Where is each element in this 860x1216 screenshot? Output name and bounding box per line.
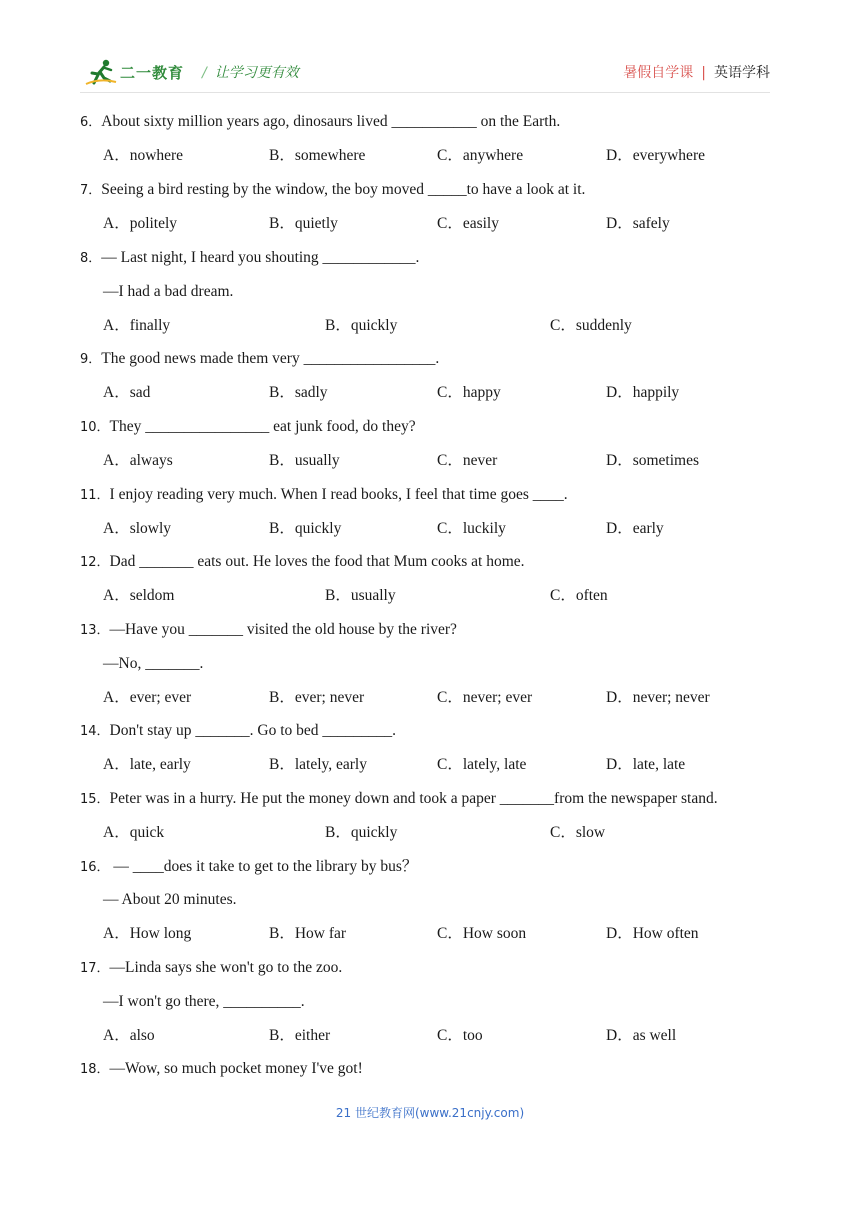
option[interactable]: B．sadly [269,384,328,401]
option[interactable]: D．never; never [606,689,710,706]
question-9: 9．The good news made them very _________________. [80,350,440,367]
option[interactable]: A．always [103,452,173,469]
option[interactable]: C．anywhere [437,147,524,164]
option[interactable]: D．as well [606,1027,677,1044]
question-13: 13．—Have you _______ visited the old house by the river? [80,621,457,638]
option[interactable]: D．happily [606,384,680,401]
option[interactable]: A．ever; ever [103,689,192,706]
option[interactable]: B．usually [325,587,396,604]
subject-label: 英语学科 [714,65,770,81]
question-14: 14．Don't stay up _______. Go to bed _________. [80,722,397,739]
option[interactable]: D．everywhere [606,147,705,164]
header-course-info: 暑假自学课 | 英语学科 [623,65,770,81]
option[interactable]: C．never [437,452,498,469]
question-16-reply: — About 20 minutes. [103,891,237,908]
page-footer: 21 世纪教育网(www.21cnjy.com) [335,1106,525,1120]
option[interactable]: B．somewhere [269,147,366,164]
option[interactable]: B．quickly [325,824,398,841]
option[interactable]: A．How long [103,925,192,942]
option[interactable]: B．either [269,1027,331,1044]
option[interactable]: D．sometimes [606,452,699,469]
question-11: 11．I enjoy reading very much. When I read books, I feel that time goes ____. [80,486,568,503]
option[interactable]: A．also [103,1027,155,1044]
logo [80,56,190,88]
option[interactable]: C．never; ever [437,689,533,706]
option[interactable]: A．late, early [103,756,191,773]
option[interactable]: D．safely [606,215,670,232]
option[interactable]: A．politely [103,215,178,232]
question-16: 16． — ____does it take to get to the library by bus？ [80,858,418,875]
option[interactable]: B．lately, early [269,756,367,773]
option[interactable]: C．suddenly [550,317,632,334]
question-15: 15．Peter was in a hurry. He put the money down and took a paper _______from the newspaper stand. [80,790,718,807]
question-13-reply: —No, _______. [103,655,204,672]
question-8: 8．— Last night, I heard you shouting ____________. [80,249,420,266]
question-6: 6．About sixty million years ago, dinosaurs lived ___________ on the Earth. [80,113,561,130]
option[interactable]: C．often [550,587,608,604]
question-18: 18．—Wow, so much pocket money I've got! [80,1060,363,1077]
option[interactable]: A．nowhere [103,147,184,164]
question-17-reply: —I won't go there, __________. [103,993,305,1010]
option[interactable]: B．quickly [325,317,398,334]
option[interactable]: C．slow [550,824,606,841]
option[interactable]: C．luckily [437,520,506,537]
runner-logo-icon [84,58,118,86]
page-header [80,52,770,92]
option[interactable]: C．too [437,1027,483,1044]
question-7: 7．Seeing a bird resting by the window, the boy moved _____to have a look at it. [80,181,586,198]
question-10: 10．They ________________ eat junk food, do they? [80,418,416,435]
option[interactable]: C．happy [437,384,501,401]
option[interactable]: C．How soon [437,925,527,942]
option[interactable]: B．quietly [269,215,338,232]
option[interactable]: B．ever; never [269,689,365,706]
option[interactable]: A．finally [103,317,171,334]
question-8-reply: —I had a bad dream. [103,283,234,300]
option[interactable]: B．quickly [269,520,342,537]
option[interactable]: D．late, late [606,756,686,773]
option[interactable]: B．usually [269,452,340,469]
question-17: 17．—Linda says she won't go to the zoo. [80,959,343,976]
option[interactable]: C．lately, late [437,756,527,773]
option[interactable]: D．early [606,520,664,537]
slogan: / 让学习更有效 [202,65,299,81]
option[interactable]: A．quick [103,824,165,841]
course-label: 暑假自学课 [623,65,694,81]
option[interactable]: C．easily [437,215,499,232]
brand-name: 二一教育 [120,64,185,82]
option[interactable]: A．seldom [103,587,175,604]
option[interactable]: D．How often [606,925,699,942]
option[interactable]: A．slowly [103,520,172,537]
option[interactable]: B．How far [269,925,347,942]
header-divider [80,92,770,93]
option[interactable]: A．sad [103,384,151,401]
question-12: 12．Dad _______ eats out. He loves the food that Mum cooks at home. [80,553,525,570]
